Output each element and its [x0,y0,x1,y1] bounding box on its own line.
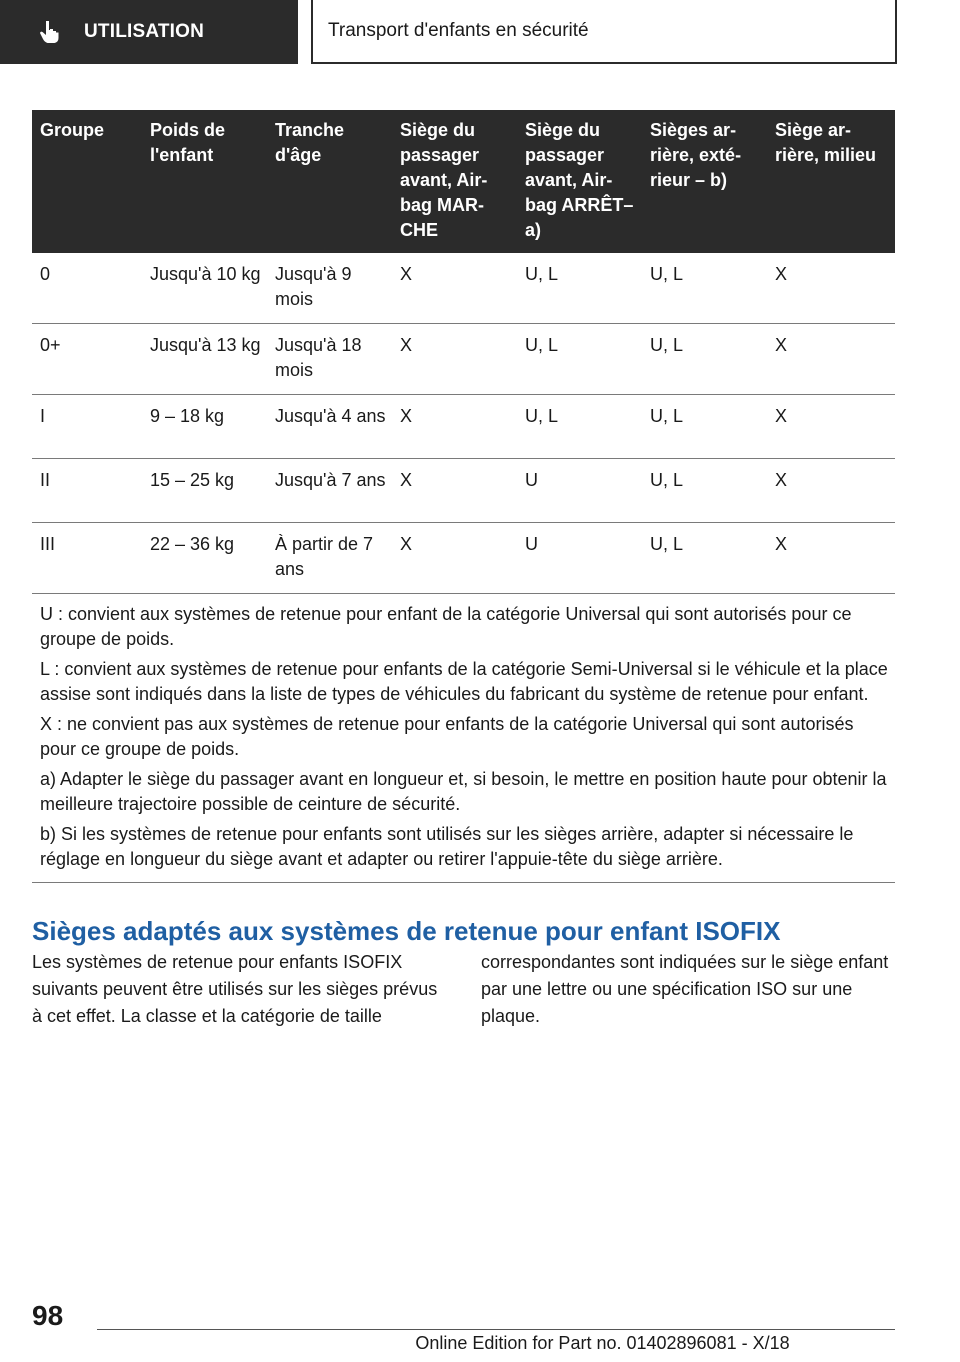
cell-group: III [32,523,142,594]
table-notes [32,594,895,883]
header-rear-middle: Siège arrière, milieu [767,110,895,253]
body-column-left: Les systèmes de retenue pour enfants ISOFIX suivants peuvent être utilisés sur les sièges prévus à cet effet. La classe et la catégorie de taille [32,952,438,1026]
note-a: a) Adapter le siège du passager avant en longueur et, si besoin, le mettre en position haute pour obtenir la meilleure trajectoire possible de ceinture de sécurité. [40,769,887,814]
note-b: b) Si les systèmes de retenue pour enfants sont utilisés sur les sièges arrière, adapter si nécessaire le réglage en longueur du siège avant et adapter ou retirer l'appuie-tête du siège arrière. [40,824,854,869]
section-tab [0,0,298,64]
cell-rear-outer: U, L [642,459,767,523]
section-heading: Sièges adaptés aux systèmes de retenue pour enfant ISOFIX [32,916,781,946]
header-rear-outer: Sièges arrière, extérieur – b) [642,110,767,253]
cell-rear-middle: X [767,324,895,395]
header-group: Groupe [32,110,142,253]
cell-rear-middle: X [767,253,895,324]
header-age-range: Tranche d'âge [267,110,392,253]
cell-weight: Jusqu'à 10 kg [142,253,267,324]
cell-rear-outer: U, L [642,253,767,324]
cell-rear-middle: X [767,459,895,523]
child-seat-group-table [32,110,895,883]
cell-weight: Jusqu'à 13 kg [142,324,267,395]
cell-front-on: X [392,253,517,324]
cell-age: Jusqu'à 7 ans [267,459,392,523]
cell-rear-outer: U, L [642,523,767,594]
cell-rear-middle: X [767,395,895,459]
note-x: X : ne convient pas aux systèmes de retenue pour enfants de la catégorie Universal qui sont autorisés pour ce groupe de poids. [40,714,854,759]
cell-group: I [32,395,142,459]
table-row [32,523,895,594]
cell-group: 0+ [32,324,142,395]
cell-weight: 9 – 18 kg [142,395,267,459]
cell-age: Jusqu'à 4 ans [267,395,392,459]
cell-front-off: U [517,459,642,523]
body-column-right: correspondantes sont indiquées sur le siège enfant par une lettre ou une spécification ISO sur une plaque. [481,952,889,1026]
note-u: U : convient aux systèmes de retenue pour enfant de la catégorie Universal qui sont autorisés pour ce groupe de poids. [40,604,852,649]
section-label: UTILISATION [84,21,205,42]
cell-front-off: U [517,523,642,594]
pointing-hand-icon [37,19,63,45]
cell-front-off: U, L [517,253,642,324]
cell-front-on: X [392,523,517,594]
cell-rear-outer: U, L [642,395,767,459]
cell-rear-middle: X [767,523,895,594]
table-notes-row [32,594,895,883]
chapter-title-box [311,0,897,64]
cell-front-on: X [392,395,517,459]
cell-front-on: X [392,459,517,523]
table-header-row [32,110,895,253]
cell-group: 0 [32,253,142,324]
cell-age: À partir de 7 ans [267,523,392,594]
cell-rear-outer: U, L [642,324,767,395]
chapter-title: Transport d'enfants en sécurité [328,20,589,41]
cell-front-off: U, L [517,395,642,459]
cell-group: II [32,459,142,523]
cell-weight: 15 – 25 kg [142,459,267,523]
cell-front-off: U, L [517,324,642,395]
cell-age: Jusqu'à 9 mois [267,253,392,324]
table-row [32,324,895,395]
header-front-airbag-on: Siège du passager avant, Airbag MARCHE [392,110,517,253]
cell-front-on: X [392,324,517,395]
table-row [32,459,895,523]
cell-age: Jusqu'à 18 mois [267,324,392,395]
table-row [32,253,895,324]
note-l: L : convient aux systèmes de retenue pour enfants de la catégorie Semi-Universal si le véhicule et la place assise sont indiqués dans la liste de types de véhicules du fabricant du système de retenue pour enfant. [40,659,888,704]
table-row [32,395,895,459]
footer-edition: Online Edition for Part no. 01402896081 - X/18 [415,1333,790,1353]
header-child-weight: Poids de l'enfant [142,110,267,253]
page-number: 98 [32,1300,64,1331]
header-front-airbag-off: Siège du passager avant, Airbag ARRÊT– a) [517,110,642,253]
footer-divider [97,1329,895,1330]
cell-weight: 22 – 36 kg [142,523,267,594]
